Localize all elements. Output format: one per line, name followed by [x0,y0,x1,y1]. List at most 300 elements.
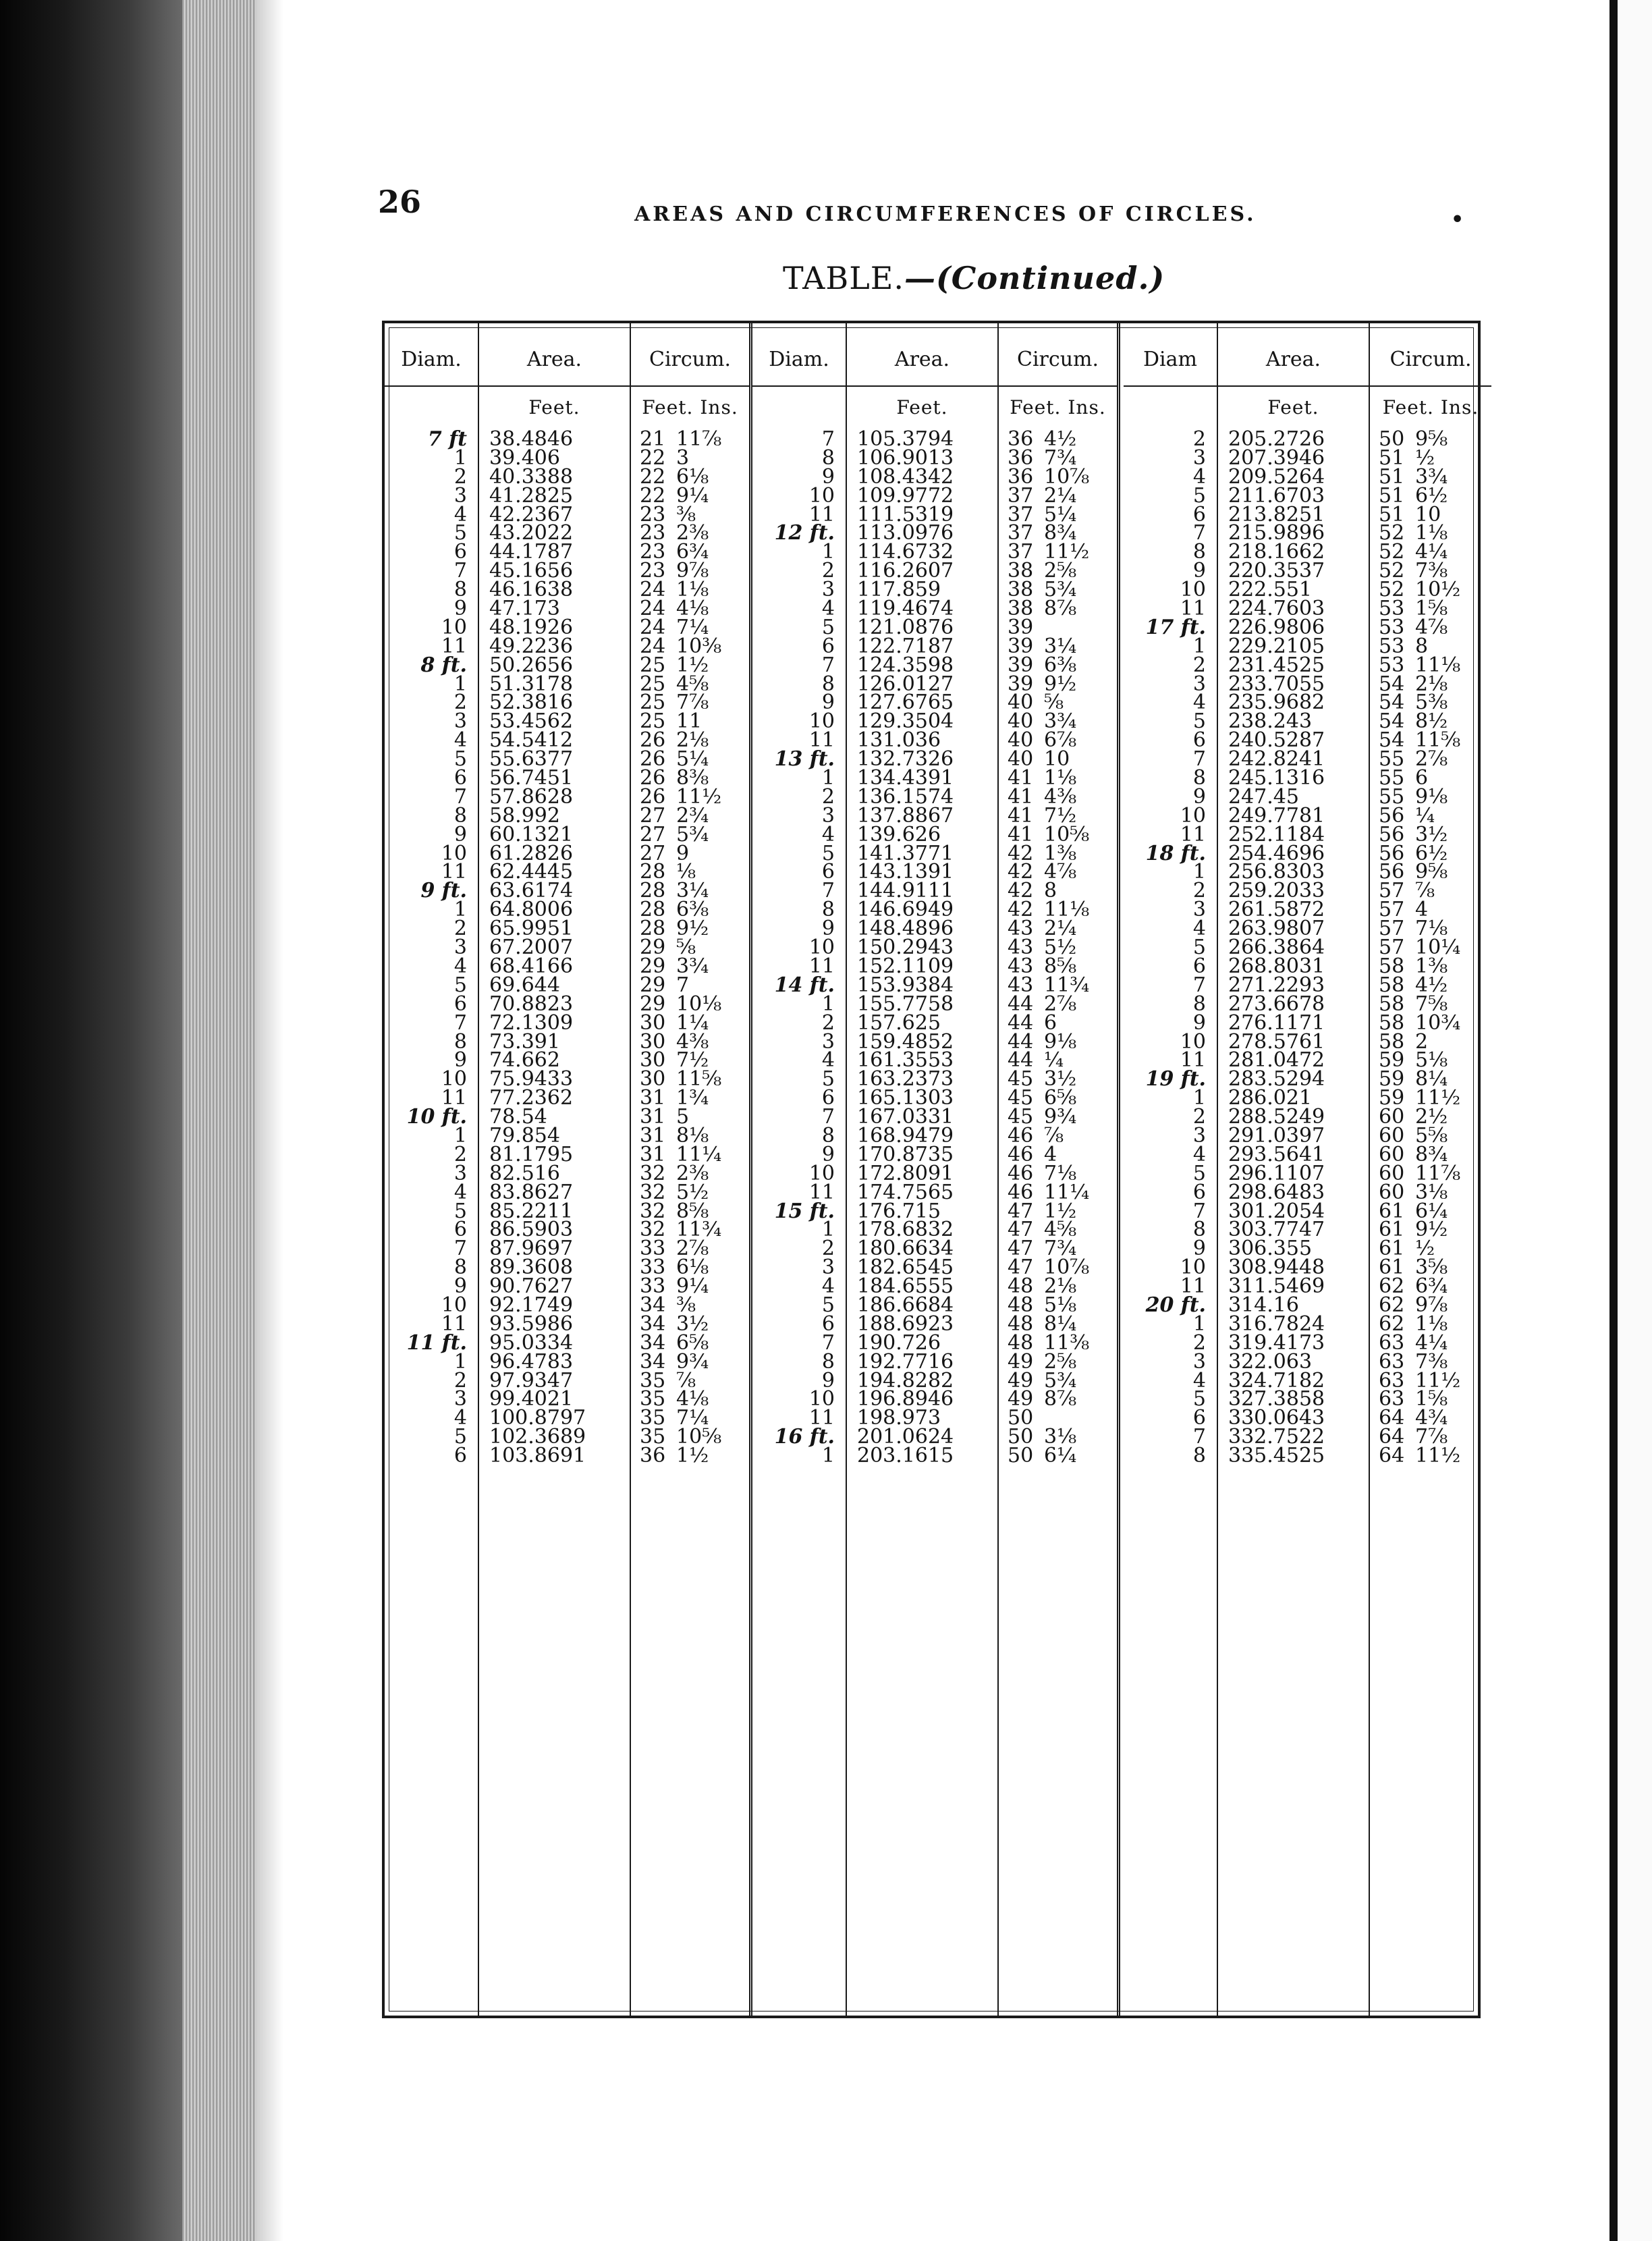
circum-feet-cell: 51 [1379,446,1405,470]
circum-feet-cell: 44 [1008,1029,1034,1054]
area-cell: 314.16 [1228,1293,1299,1317]
diameter-cell: 6 [1192,1406,1206,1430]
diameter-cell: 4 [1192,464,1206,489]
circum-inches-cell: 7 [676,973,690,997]
area-cell: 117.859 [857,578,941,602]
area-cell: 41.2825 [489,483,574,508]
circum-inches-cell: 8⅛ [676,1123,709,1148]
circum-inches-cell: 6⅜ [1044,653,1077,677]
circum-inches-cell: 9½ [1415,1218,1448,1242]
circum-feet-cell: 50 [1379,427,1405,451]
area-cell: 127.6765 [857,691,954,715]
circum-feet-cell: 34 [640,1330,666,1355]
area-cell: 64.8006 [489,898,574,922]
area-cell: 46.1638 [489,578,574,602]
diameter-cell: 2 [1192,1330,1206,1355]
circum-inches-cell: 8¾ [1044,521,1077,545]
diameter-cell: 5 [821,841,835,865]
area-cell: 252.1184 [1228,822,1325,846]
circum-feet-cell: 25 [640,672,666,696]
circum-feet-cell: 53 [1379,634,1405,658]
circum-inches-cell: 6¾ [1415,1274,1448,1299]
area-cell: 97.9347 [489,1368,574,1393]
circum-inches-cell: 8¼ [1415,1067,1448,1091]
area-cell: 150.2943 [857,936,954,960]
diameter-cell: 10 ft. [406,1105,467,1129]
area-cell: 134.4391 [857,766,954,790]
circum-feet-cell: 28 [640,898,666,922]
circum-inches-cell: 4⅞ [1415,615,1448,639]
area-cell: 62.4445 [489,860,574,884]
diameter-cell: 7 [821,1105,835,1129]
diameter-cell: 4 [1192,691,1206,715]
diameter-cell: 8 [821,1123,835,1148]
circum-inches-cell: 7⅞ [676,691,709,715]
diameter-cell: 4 [453,954,467,978]
diameter-cell: 7 [821,427,835,451]
diameter-cell: 4 [821,1048,835,1073]
circum-feet-cell: 43 [1008,973,1034,997]
circum-feet-cell: 58 [1379,992,1405,1016]
circum-inches-cell: 3¼ [676,879,709,903]
diameter-cell: 6 [453,540,467,564]
diameter-cell: 6 [821,634,835,658]
circum-inches-cell: 8⅞ [1044,597,1077,621]
area-cell: 124.3598 [857,653,954,677]
area-cell: 231.4525 [1228,653,1325,677]
circum-feet-cell: 45 [1008,1105,1034,1129]
diameter-cell: 11 [441,1086,467,1110]
circum-feet-cell: 60 [1379,1142,1405,1166]
diameter-cell: 7 [821,1330,835,1355]
area-cell: 105.3794 [857,427,954,451]
area-cell: 249.7781 [1228,803,1325,828]
circum-inches-cell: 3¾ [1044,709,1077,734]
diameter-cell: 2 [453,691,467,715]
diameter-cell: 5 [453,747,467,772]
circum-feet-cell: 37 [1008,502,1034,526]
circum-feet-cell: 27 [640,822,666,846]
circum-feet-cell: 57 [1379,898,1405,922]
diameter-cell: 1 [1192,860,1206,884]
area-cell: 146.6949 [857,898,954,922]
circum-inches-cell: 5¼ [676,747,709,772]
circum-inches-cell: 10⅛ [676,992,722,1016]
area-cell: 103.8691 [489,1444,586,1468]
area-cell: 174.7565 [857,1180,954,1204]
circum-inches-cell: 9½ [676,917,709,941]
diameter-cell: 1 [1192,1086,1206,1110]
circum-inches-cell: 5½ [1044,936,1077,960]
diameter-cell: 5 [1192,1161,1206,1185]
diameter-cell: 5 [453,973,467,997]
area-cell: 141.3771 [857,841,954,865]
area-cell: 44.1787 [489,540,574,564]
area-cell: 259.2033 [1228,879,1325,903]
area-cell: 229.2105 [1228,634,1325,658]
circum-feet-cell: 39 [1008,672,1034,696]
circum-feet-cell: 61 [1379,1199,1405,1223]
circum-feet-cell: 35 [640,1406,666,1430]
diameter-cell: 9 [1192,1010,1206,1035]
diameter-cell: 7 [1192,1425,1206,1449]
circum-feet-cell: 50 [1008,1444,1034,1468]
circum-feet-cell: 48 [1008,1274,1034,1299]
circum-inches-cell: 11¾ [1044,973,1090,997]
circum-inches-cell: 11⅝ [676,1067,722,1091]
diameter-cell: 11 ft. [406,1330,467,1355]
diameter-cell: 4 [1192,1142,1206,1166]
area-cell: 165.1303 [857,1086,954,1110]
circum-feet-cell: 32 [640,1199,666,1223]
area-cell: 276.1171 [1228,1010,1325,1035]
area-cell: 224.7603 [1228,597,1325,621]
diameter-cell: 5 [1192,936,1206,960]
circum-inches-cell: 2⅞ [676,1237,709,1261]
circum-feet-cell: 30 [640,1010,666,1035]
facing-page-margin [1618,0,1652,2241]
circum-feet-cell: 55 [1379,766,1405,790]
circum-feet-cell: 25 [640,653,666,677]
area-cell: 57.8628 [489,784,574,809]
area-cell: 233.7055 [1228,672,1325,696]
circum-feet-cell: 63 [1379,1368,1405,1393]
diameter-cell: 7 [1192,973,1206,997]
area-cell: 137.8867 [857,803,954,828]
diameter-cell: 8 [1192,540,1206,564]
circum-inches-cell: ⅛ [676,860,696,884]
circum-inches-cell: 2⅝ [1044,1349,1077,1374]
circum-feet-cell: 29 [640,973,666,997]
circum-inches-cell: 3½ [1044,1067,1077,1091]
circum-inches-cell: 3⅛ [1044,1425,1077,1449]
circum-inches-cell: 6 [1415,766,1429,790]
circum-header: Circum. [999,333,1117,387]
circum-inches-cell: 8¼ [1044,1312,1077,1336]
right-page-edge [1609,0,1618,2241]
diameter-cell: 1 [1192,634,1206,658]
circum-feet-cell: 57 [1379,936,1405,960]
circum-inches-cell: 11½ [1415,1086,1461,1110]
circum-inches-cell: 7⅜ [1415,1349,1448,1374]
circum-feet-cell: 40 [1008,728,1034,753]
circum-feet-cell: 32 [640,1161,666,1185]
area-cell: 81.1795 [489,1142,574,1166]
running-head: AREAS AND CIRCUMFERENCES OF CIRCLES. [634,202,1257,226]
area-cell: 263.9807 [1228,917,1325,941]
diameter-cell: 9 [453,1048,467,1073]
circum-feet-cell: 53 [1379,597,1405,621]
circum-feet-cell: 64 [1379,1406,1405,1430]
circum-inches-cell: 4⅛ [676,597,709,621]
circum-feet-cell: 44 [1008,1010,1034,1035]
area-cell: 213.8251 [1228,502,1325,526]
area-cell: 153.9384 [857,973,954,997]
area-cell: 108.4342 [857,464,954,489]
circum-inches-cell: 2½ [1415,1105,1448,1129]
circum-feet-cell: 22 [640,464,666,489]
area-cell: 45.1656 [489,559,574,583]
circum-feet-cell: 60 [1379,1105,1405,1129]
area-cell: 143.1391 [857,860,954,884]
diameter-cell: 18 ft. [1145,841,1206,865]
area-cell: 242.8241 [1228,747,1325,772]
circum-inches-cell: 9⅛ [1415,784,1448,809]
diameter-cell: 11 [808,1180,835,1204]
area-cell: 186.6684 [857,1293,954,1317]
circum-inches-cell: 3 [676,446,690,470]
diameter-cell: 5 [821,615,835,639]
circum-inches-cell: 1⅛ [1044,766,1077,790]
circum-inches-cell: 5½ [676,1180,709,1204]
area-cell: 78.54 [489,1105,547,1129]
diameter-cell: 20 ft. [1145,1293,1206,1317]
circum-feet-cell: 47 [1008,1237,1034,1261]
circum-feet-cell: 32 [640,1218,666,1242]
circum-feet-cell: 54 [1379,672,1405,696]
area-cell: 192.7716 [857,1349,954,1374]
circum-feet-cell: 35 [640,1387,666,1411]
diameter-cell: 7 [1192,1199,1206,1223]
circum-feet-cell: 46 [1008,1142,1034,1166]
diameter-cell: 1 [821,540,835,564]
circum-inches-cell: 4⅜ [676,1029,709,1054]
circum-inches-cell: 2¼ [1044,483,1077,508]
circum-inches-cell: 4½ [1415,973,1448,997]
area-cell: 155.7758 [857,992,954,1016]
circum-feet-cell: 48 [1008,1293,1034,1317]
area-cell: 273.6678 [1228,992,1325,1016]
diameter-cell: 8 [453,578,467,602]
area-cell: 113.0976 [857,521,954,545]
circum-inches-cell: 5¼ [1044,502,1077,526]
circum-feet-cell: 58 [1379,954,1405,978]
circum-inches-cell: 5 [676,1105,690,1129]
circum-inches-cell: 3¾ [676,954,709,978]
circum-inches-cell: 8⅜ [676,766,709,790]
area-cell: 161.3553 [857,1048,954,1073]
circum-feet-cell: 48 [1008,1312,1034,1336]
area-cell: 172.8091 [857,1161,954,1185]
circum-feet-cell: 22 [640,446,666,470]
circum-inches-cell: 11⅝ [1415,728,1461,753]
diameter-cell: 3 [821,803,835,828]
circum-inches-cell: 10 [1415,502,1441,526]
circum-feet-cell: 55 [1379,784,1405,809]
diameter-cell: 12 ft. [774,521,835,545]
area-cell: 89.3608 [489,1256,574,1280]
circum-inches-cell: 2¼ [1044,917,1077,941]
circum-feet-cell: 52 [1379,578,1405,602]
diameter-cell: 11 [1180,1274,1206,1299]
diameter-cell: 10 [808,483,835,508]
diameter-cell: 15 ft. [774,1199,835,1223]
circum-feet-cell: 21 [640,427,666,451]
circum-feet-cell: 59 [1379,1086,1405,1110]
circum-feet-cell: 63 [1379,1387,1405,1411]
circum-feet-cell: 30 [640,1067,666,1091]
diameter-cell: 3 [821,578,835,602]
circum-inches-cell: 9⅝ [1415,860,1448,884]
circum-feet-cell: 62 [1379,1312,1405,1336]
circum-feet-cell: 56 [1379,822,1405,846]
circum-inches-cell: 9¼ [676,1274,709,1299]
circum-inches-cell: 4½ [1044,427,1077,451]
area-cell: 301.2054 [1228,1199,1325,1223]
diameter-cell: 5 [821,1067,835,1091]
area-cell: 100.8797 [489,1406,586,1430]
area-cell: 42.2367 [489,502,574,526]
diameter-cell: 8 [1192,766,1206,790]
circum-feet-cell: 48 [1008,1330,1034,1355]
circum-inches-cell: 8⅞ [1044,1387,1077,1411]
area-cell: 316.7824 [1228,1312,1325,1336]
diameter-cell: 6 [453,1444,467,1468]
circum-inches-cell: 2¾ [676,803,709,828]
area-cell: 238.243 [1228,709,1313,734]
circum-feet-cell: 31 [640,1123,666,1148]
diameter-cell: 5 [453,1425,467,1449]
diameter-cell: 6 [1192,728,1206,753]
circum-inches-cell: 10⅞ [1044,1256,1090,1280]
area-cell: 293.5641 [1228,1142,1325,1166]
diameter-cell: 5 [1192,483,1206,508]
circum-feet-cell: 40 [1008,709,1034,734]
diameter-cell: 10 [808,1387,835,1411]
diameter-cell: 2 [1192,879,1206,903]
table-row [752,1444,1120,1468]
diameter-cell: 9 [821,691,835,715]
circum-inches-cell: 9⅛ [1044,1029,1077,1054]
circum-inches-cell: 11¼ [676,1142,722,1166]
circum-feet-cell: 47 [1008,1218,1034,1242]
circum-feet-cell: 57 [1379,879,1405,903]
circum-inches-cell: 5¾ [1044,578,1077,602]
circum-feet-cell: 58 [1379,1029,1405,1054]
diameter-cell: 3 [453,1387,467,1411]
diameter-cell: 6 [1192,1180,1206,1204]
area-header: Area. [479,333,630,387]
area-cell: 207.3946 [1228,446,1325,470]
circum-inches-cell: 7½ [676,1048,709,1073]
circum-feet-cell: 38 [1008,597,1034,621]
area-cell: 194.8282 [857,1368,954,1393]
circum-feet-cell: 46 [1008,1123,1034,1148]
area-cell: 40.3388 [489,464,574,489]
area-cell: 75.9433 [489,1067,574,1091]
area-cell: 308.9448 [1228,1256,1325,1280]
circum-feet-cell: 58 [1379,973,1405,997]
circum-feet-cell: 24 [640,597,666,621]
circum-feet-cell: 35 [640,1368,666,1393]
circum-feet-cell: 61 [1379,1256,1405,1280]
area-cell: 48.1926 [489,615,574,639]
diam-header: Diam [1124,333,1217,387]
area-cell: 39.406 [489,446,560,470]
circum-inches-cell: ¼ [1415,803,1435,828]
diameter-cell: 6 [453,766,467,790]
diameter-cell: 7 [453,784,467,809]
circum-feet-cell: 46 [1008,1161,1034,1185]
table-title-suffix: —(Continued.) [904,260,1165,296]
area-cell: 222.551 [1228,578,1313,602]
area-cell: 288.5249 [1228,1105,1325,1129]
circum-feet-cell: 25 [640,691,666,715]
diameter-cell: 7 [453,1010,467,1035]
circum-feet-cell: 54 [1379,709,1405,734]
diameter-cell: 8 [821,446,835,470]
circum-inches-cell: 4⅜ [1044,784,1077,809]
diameter-cell: 1 [453,1123,467,1148]
diameter-cell: 8 [453,1256,467,1280]
area-cell: 167.0331 [857,1105,954,1129]
diameter-cell: 8 [821,898,835,922]
circum-inches-cell: 6½ [1415,841,1448,865]
diameter-cell: 11 [441,860,467,884]
diameter-cell: 7 [453,1237,467,1261]
area-cell: 163.2373 [857,1067,954,1091]
diameter-cell: 16 ft. [774,1425,835,1449]
area-cell: 85.2211 [489,1199,574,1223]
diameter-cell: 9 [1192,559,1206,583]
circum-feet-cell: 44 [1008,1048,1034,1073]
circum-feet-cell: 49 [1008,1387,1034,1411]
circum-feet-cell: 63 [1379,1349,1405,1374]
circum-feet-cell: 64 [1379,1425,1405,1449]
area-cell: 73.391 [489,1029,560,1054]
diameter-cell: 9 [821,917,835,941]
diameter-cell: 11 [1180,1048,1206,1073]
area-cell: 182.6545 [857,1256,954,1280]
circum-feet-cell: 36 [640,1444,666,1468]
diameter-cell: 3 [1192,446,1206,470]
circum-inches-cell: 4⅝ [1044,1218,1077,1242]
area-cell: 319.4173 [1228,1330,1325,1355]
area-cell: 335.4525 [1228,1444,1325,1468]
circum-inches-cell: 7¾ [1044,446,1077,470]
diameter-cell: 1 [821,1218,835,1242]
area-cell: 102.3689 [489,1425,586,1449]
circum-inches-cell: 9⅞ [676,559,709,583]
circum-feet-cell: 63 [1379,1330,1405,1355]
circum-feet-cell: 36 [1008,464,1034,489]
diameter-cell: 4 [453,1180,467,1204]
circum-feet-cell: 60 [1379,1180,1405,1204]
diameter-cell: 1 [453,446,467,470]
circum-header: Circum. [631,333,749,387]
area-cell: 205.2726 [1228,427,1325,451]
area-cell: 63.6174 [489,879,574,903]
circum-inches-cell: 11⅞ [1415,1161,1461,1185]
circum-feet-cell: 42 [1008,898,1034,922]
area-cell: 327.3858 [1228,1387,1325,1411]
diameter-cell: 2 [1192,427,1206,451]
circum-feet-cell: 41 [1008,803,1034,828]
circum-feet-cell: 59 [1379,1048,1405,1073]
circum-feet-cell: 29 [640,954,666,978]
area-cell: 215.9896 [1228,521,1325,545]
area-cell: 178.6832 [857,1218,954,1242]
diam-header: Diam. [752,333,846,387]
circum-feet-cell: 28 [640,860,666,884]
circum-feet-cell: 43 [1008,954,1034,978]
circum-feet-cell: 43 [1008,936,1034,960]
circum-inches-cell: 8 [1415,634,1429,658]
diameter-cell: 10 [441,1067,467,1091]
print-dot: • [1451,208,1464,232]
page-stack-edge [182,0,256,2241]
diameter-cell: 7 [1192,747,1206,772]
